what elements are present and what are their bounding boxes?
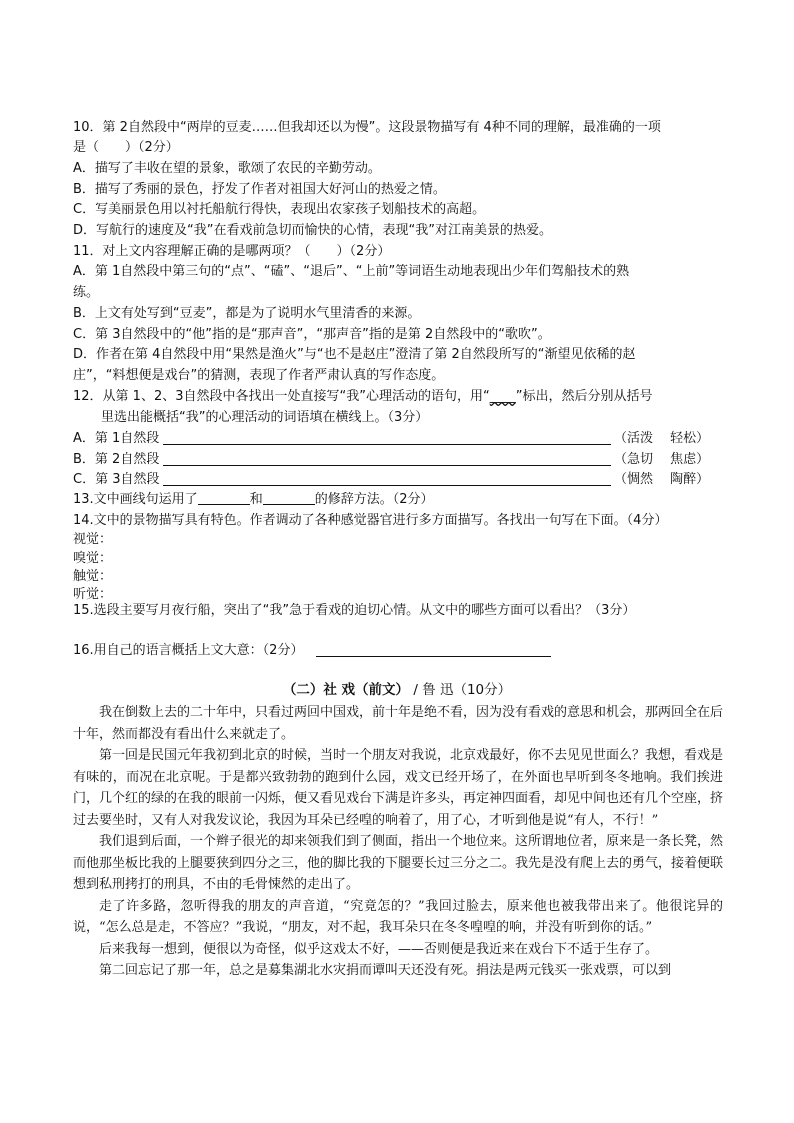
- q12-row-a-label: A．第 1自然段: [73, 431, 160, 446]
- q15-stem: 15.选段主要写月夜行船，突出了“我”急于看戏的迫切心情。从文中的哪些方面可以看出？（3分）: [73, 603, 636, 618]
- q12-row-c-hint: （惆然 陶醉）: [614, 472, 710, 487]
- q10-option-c: C．写美丽景色用以衬托船航行得快，表现出农家孩子划船技术的高超。: [73, 202, 486, 217]
- section-author: / 鲁 迅（10分）: [409, 682, 512, 698]
- q10-stem-line1: 10．第 2自然段中“两岸的豆麦……但我却还以为慢”。这段景物描写有 4种不同的理解，最准确的一项: [73, 120, 661, 135]
- q12-wavy-mark: ____: [489, 389, 516, 404]
- q13-text-3: 的修辞方法。（2分）: [314, 492, 434, 507]
- q11-option-d-line1: D．作者在第 4自然段中用“果然是渔火”与“也不是赵庄”澄清了第 2自然段所写的“渐望见依稀的赵: [73, 347, 636, 362]
- q11-stem: 11．对上文内容理解正确的是哪两项？（ ）（2分）: [73, 244, 391, 259]
- q12-row-b-label: B．第 2自然段: [73, 452, 160, 467]
- q13-text-2: 和: [249, 492, 263, 507]
- q11-option-a-line1: A．第 1自然段中第三句的“点”、“磕”、“退后”、“上前”等词语生动地表现出少年们驾船技术的熟: [73, 264, 630, 279]
- q13-line: [73, 490, 433, 510]
- q12-stem-line2: 里选出能概括“我”的心理活动的词语填在横线上。（3分）: [101, 410, 429, 425]
- q13-blank-2[interactable]: [263, 491, 315, 505]
- q14-sense-hearing: 听觉：: [73, 587, 113, 602]
- q12-stem-part1: 12．从第 1、2、3自然段中各找出一处直接写“我”心理活动的语句，用“: [73, 389, 490, 404]
- q16-answer-blank[interactable]: [316, 642, 551, 657]
- q11-option-c: C．第 3自然段中的“他”指的是“那声音”，“那声音”指的是第 2自然段中的“歌吹”。: [73, 327, 551, 342]
- q12-row-c-blank[interactable]: [163, 471, 611, 486]
- q12-row-a-blank[interactable]: [163, 430, 611, 445]
- story-body: [73, 702, 723, 982]
- q10-option-d: D．写航行的速度及“我”在看戏前急切而愉快的心情，表现“我”对江南美景的热爱。: [73, 223, 552, 238]
- q14-sense-smell: 嗅觉：: [73, 551, 113, 566]
- q10-option-a: A．描写了丰收在望的景象，歌颂了农民的辛勤劳动。: [73, 161, 381, 176]
- q14-stem: 14.文中的景物描写具有特色。作者调动了各种感觉器官进行多方面描写。各找出一句写在下面。（4分）: [73, 513, 668, 528]
- q12-row-b-hint: （急切 焦虑）: [614, 452, 710, 467]
- story-paragraph: 后来我每一想到，便很以为奇怪，似乎这戏太不好，——否则便是我近来在戏台下不适于生存了。: [99, 941, 659, 957]
- q14-sense-touch: 触觉：: [73, 569, 113, 584]
- section-title: [0, 680, 794, 700]
- q12-stem-line1: [73, 387, 652, 407]
- q11-option-b: B．上文有处写到“豆麦”，都是为了说明水气里清香的来源。: [73, 306, 421, 321]
- q13-blank-1[interactable]: [198, 491, 250, 505]
- q16-stem: 16.用自己的语言概括上文大意：（2分）: [73, 643, 304, 658]
- q12-stem-part2: ”标出，然后分别从括号: [515, 389, 653, 404]
- q10-option-b: B．描写了秀丽的景色，抒发了作者对祖国大好河山的热爱之情。: [73, 182, 446, 197]
- q12-row-b-blank[interactable]: [163, 451, 611, 466]
- q11-option-a-line2: 练。: [73, 285, 100, 300]
- q12-row-a-hint: （活泼 轻松）: [614, 431, 710, 446]
- q10-stem-line2: 是（ ）（2分）: [73, 140, 179, 155]
- story-paragraph: 我们退到后面，一个辫子很光的却来领我们到了侧面，指出一个地位来。这所谓地位者，原来是一条长凳，然而他那坐板比我的上腿要狭到四分之三，他的脚比我的下腿要长过三分之二。我先是没有爬上去的勇气，接着便联想到私刑拷打的刑具，不由的毛骨悚然的走出了。: [73, 834, 724, 892]
- story-paragraph: 我在倒数上去的二十年中，只看过两回中国戏，前十年是绝不看，因为没有看戏的意思和机会，那两回全在后十年，然而都没有看出什么来就走了。: [73, 705, 724, 742]
- q11-option-d-line2: 庄”，“料想便是戏台”的猜测，表现了作者严肃认真的写作态度。: [73, 368, 445, 383]
- q14-sense-sight: 视觉：: [73, 532, 113, 547]
- story-paragraph: 第二回忘记了那一年，总之是募集湖北水灾捐而谭叫天还没有死。捐法是两元钱买一张戏票，可以到: [99, 963, 672, 978]
- q12-row-c-label: C．第 3自然段: [73, 472, 160, 487]
- q13-text-1: 13.文中画线句运用了: [73, 492, 198, 507]
- section-title-text: （二）社 戏（前文）: [282, 682, 410, 698]
- story-paragraph: 第一回是民国元年我初到北京的时候，当时一个朋友对我说，北京戏最好，你不去见见世面么？我想，看戏是有味的，而况在北京呢。于是都兴致勃勃的跑到什么园，戏文已经开场了，在外面也早听到冬冬地响。我们挨进门，几个红的绿的在我的眼前一闪烁，便又看见戏台下满是许多头，再定神四面看，却见中间也还有几个空座，挤过去要坐时，又有人对我发议论，我因为耳朵已经喤的响着了，用了心，才听到他是说“有人，不行！”: [73, 748, 724, 828]
- story-paragraph: 走了许多路，忽听得我的朋友的声音道，“究竟怎的？”我回过脸去，原来他也被我带出来了。他很诧异的说，“怎么总是走，不答应？”我说，“朋友，对不起，我耳朵只在冬冬喤喤的响，并没有听到你的话。”: [73, 898, 723, 935]
